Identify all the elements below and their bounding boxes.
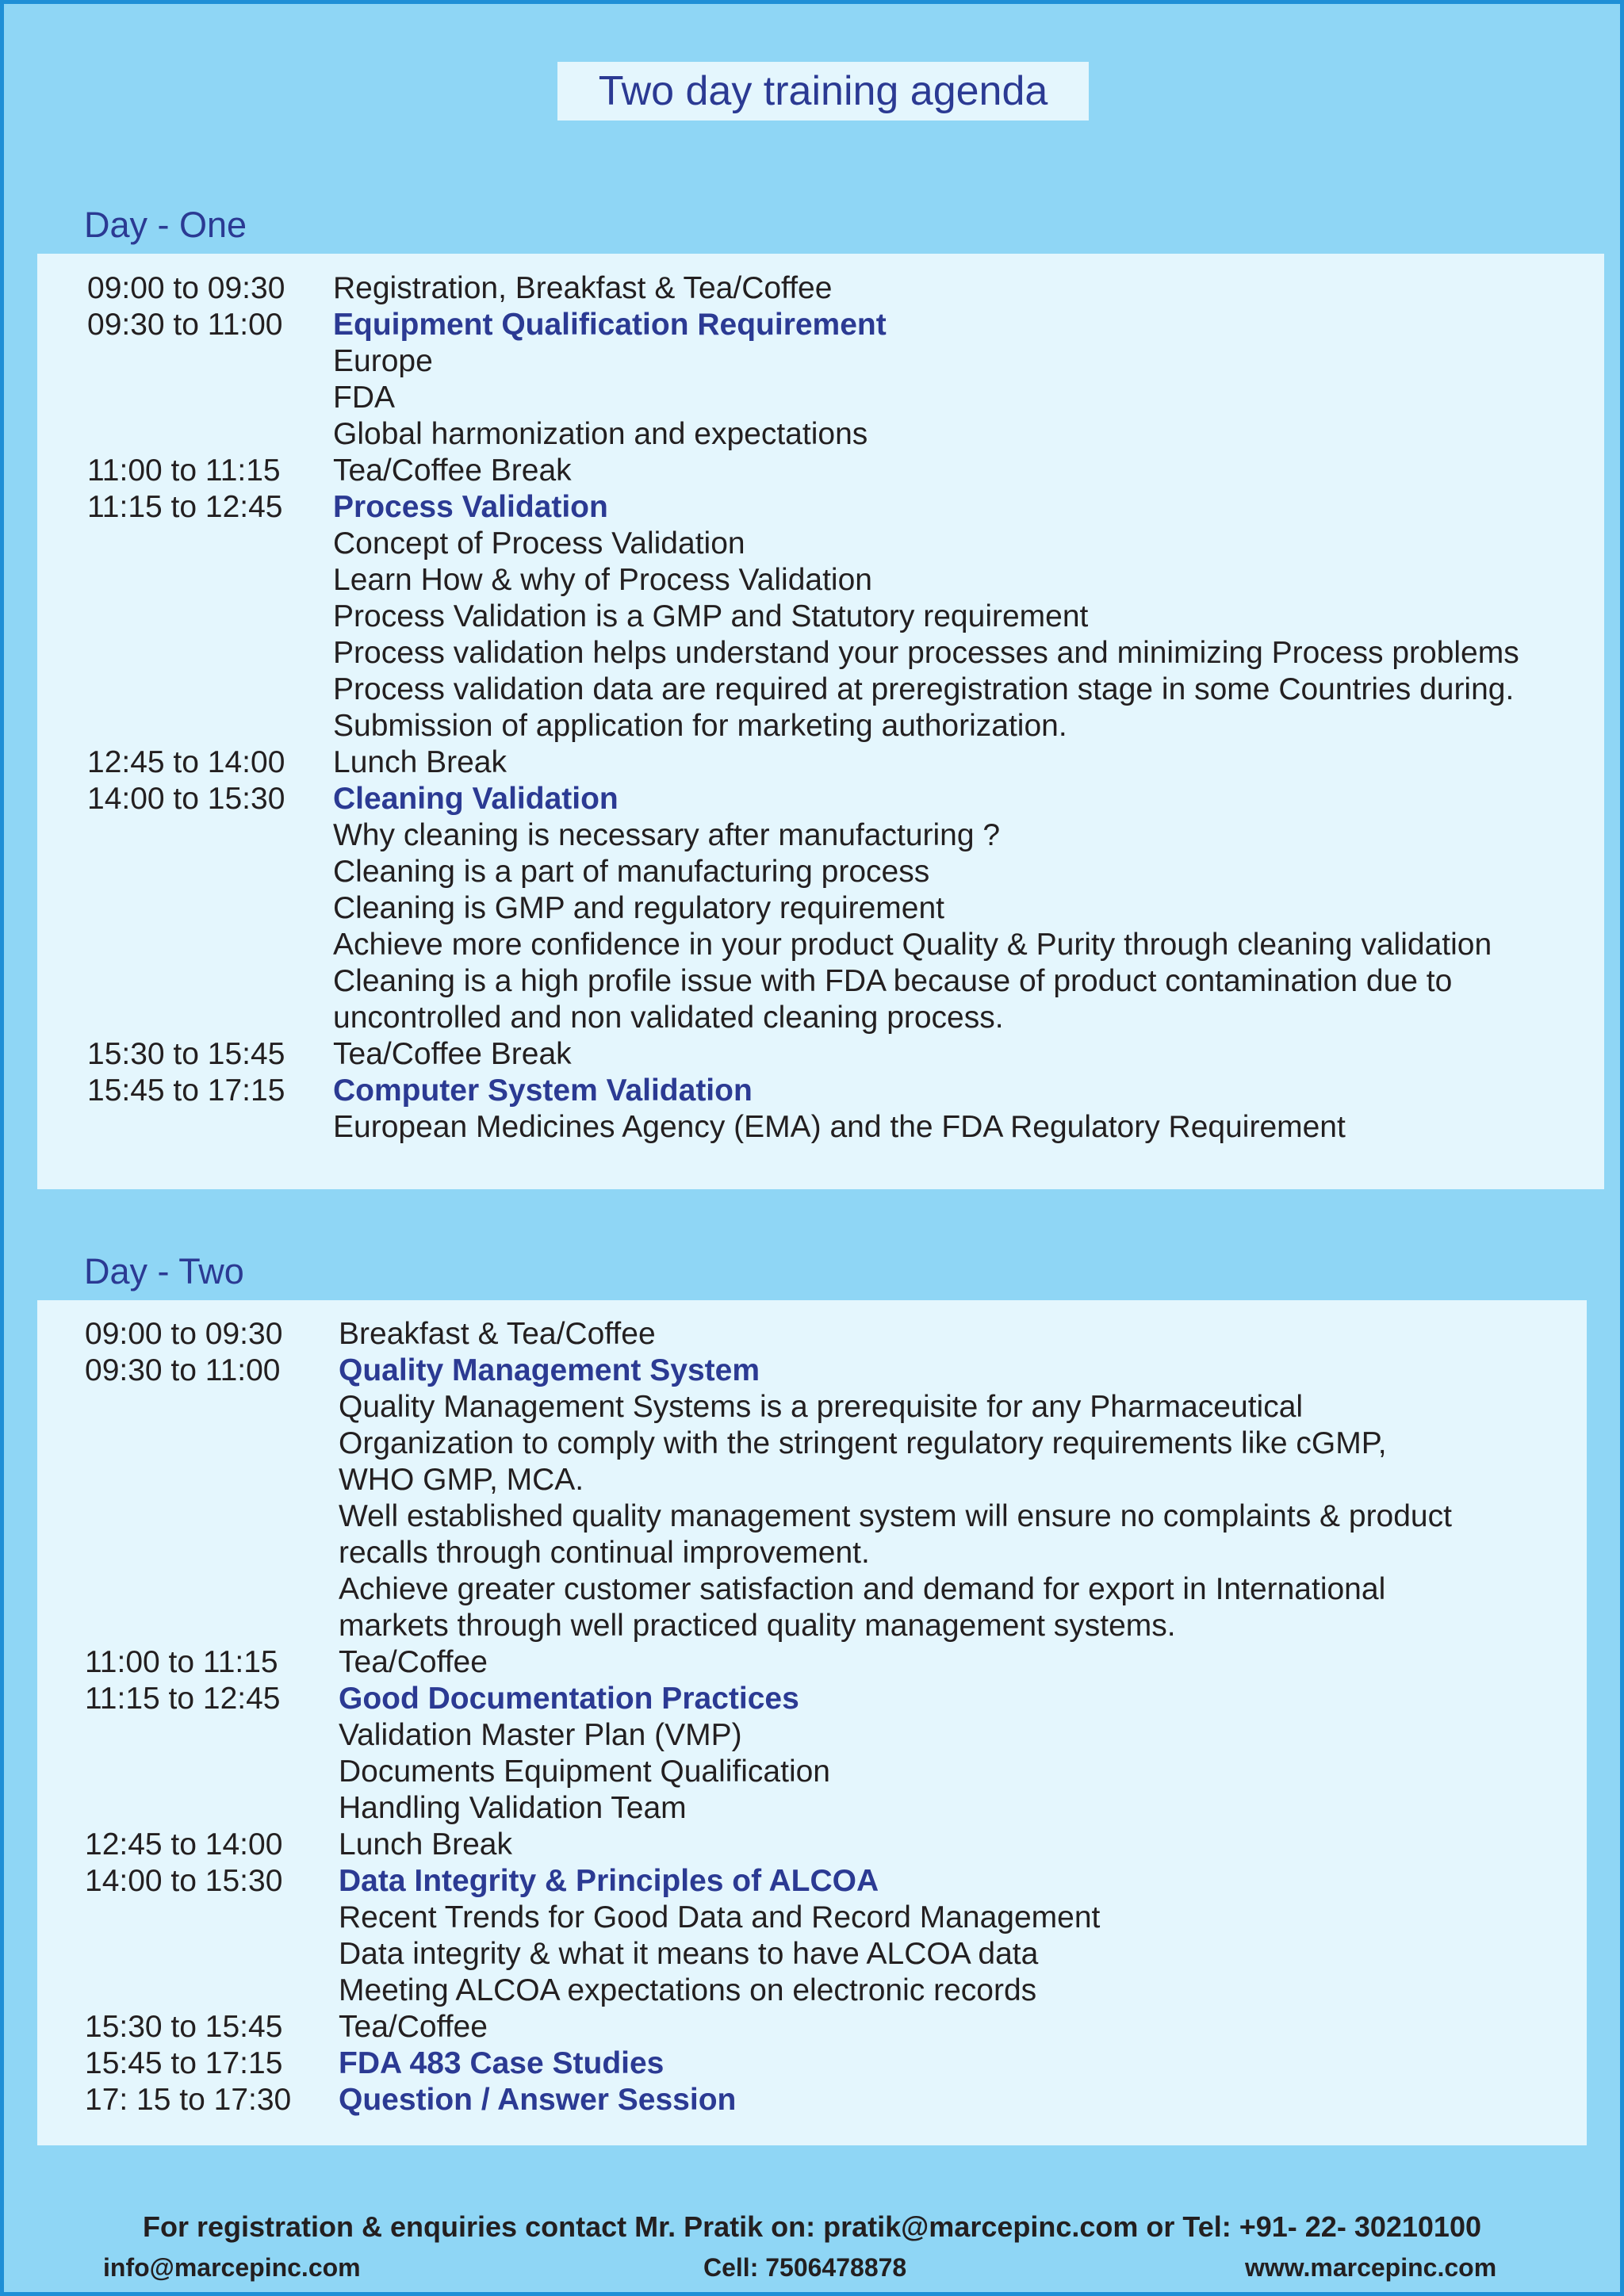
session-time: 12:45 to 14:00 [85, 1827, 283, 1862]
day2-agenda-row [37, 1863, 1587, 1900]
session-time: 11:15 to 12:45 [87, 490, 283, 524]
day1-agenda-row [37, 343, 1604, 380]
session-detail: Meeting ALCOA expectations on electronic records [339, 1973, 1037, 2007]
day1-agenda-row [37, 744, 1604, 781]
session-detail: Breakfast & Tea/Coffee [339, 1317, 656, 1351]
session-detail: Achieve greater customer satisfaction and demand for export in International [339, 1572, 1386, 1606]
day2-agenda-row [37, 1535, 1587, 1571]
session-title: Cleaning Validation [333, 782, 619, 816]
session-title: Good Documentation Practices [339, 1682, 799, 1716]
session-time: 09:00 to 09:30 [85, 1317, 283, 1351]
session-detail: Lunch Break [333, 745, 507, 779]
session-detail: Cleaning is a part of manufacturing process [333, 855, 930, 889]
session-detail: FDA [333, 381, 395, 415]
session-detail: Why cleaning is necessary after manufacturing ? [333, 818, 1001, 852]
session-detail: Validation Master Plan (VMP) [339, 1718, 742, 1752]
day2-agenda-row [37, 1389, 1587, 1425]
session-time: 15:45 to 17:15 [87, 1073, 285, 1108]
day2-agenda-row [37, 1681, 1587, 1717]
session-time: 12:45 to 14:00 [87, 745, 285, 779]
day-one-panel [37, 254, 1604, 1189]
session-title: Process Validation [333, 490, 608, 524]
day1-agenda-row [37, 708, 1604, 744]
day2-agenda-row [37, 1498, 1587, 1535]
session-detail: Global harmonization and expectations [333, 417, 868, 451]
session-detail: Organization to comply with the stringent regulatory requirements like cGMP, [339, 1426, 1387, 1460]
session-detail: Europe [333, 344, 433, 378]
day1-agenda-row [37, 854, 1604, 890]
session-detail: Recent Trends for Good Data and Record Management [339, 1900, 1101, 1934]
session-detail: Tea/Coffee Break [333, 453, 572, 488]
day1-agenda-row [37, 1073, 1604, 1109]
session-time: 15:45 to 17:15 [85, 2046, 283, 2080]
session-detail: Achieve more confidence in your product Quality & Purity through cleaning validation [333, 928, 1492, 962]
session-time: 11:00 to 11:15 [85, 1645, 278, 1679]
day2-agenda-row [37, 1462, 1587, 1498]
agenda-title [557, 62, 1089, 121]
session-title: FDA 483 Case Studies [339, 2046, 665, 2080]
day1-agenda-row [37, 635, 1604, 672]
session-time: 09:30 to 11:00 [87, 308, 283, 342]
day2-agenda-row [37, 1353, 1587, 1389]
day2-agenda-row [37, 1717, 1587, 1754]
day2-agenda-row [37, 1827, 1587, 1863]
session-detail: Cleaning is a high profile issue with FDA because of product contamination due to [333, 964, 1453, 998]
session-time: 15:30 to 15:45 [87, 1037, 285, 1071]
day2-agenda-row [37, 1973, 1587, 2009]
session-title: Data Integrity & Principles of ALCOA [339, 1864, 879, 1898]
session-time: 09:30 to 11:00 [85, 1353, 281, 1387]
day1-agenda-row [37, 963, 1604, 1000]
session-detail: Learn How & why of Process Validation [333, 563, 872, 597]
session-detail: markets through well practiced quality management systems. [339, 1609, 1176, 1643]
session-detail: Process Validation is a GMP and Statutory requirement [333, 599, 1089, 633]
footer-email[interactable]: info@marcepinc.com [103, 2253, 361, 2282]
day2-agenda-row [37, 1936, 1587, 1973]
session-detail: Tea/Coffee [339, 2010, 488, 2044]
day1-agenda-row [37, 307, 1604, 343]
session-detail: Process validation helps understand your processes and minimizing Process problems [333, 636, 1519, 670]
session-detail: Submission of application for marketing authorization. [333, 709, 1067, 743]
day1-agenda-row [37, 927, 1604, 963]
session-time: 17: 15 to 17:30 [85, 2083, 292, 2117]
session-time: 11:00 to 11:15 [87, 453, 281, 488]
day2-agenda-row [37, 1644, 1587, 1681]
session-detail: Quality Management Systems is a prerequisite for any Pharmaceutical [339, 1390, 1304, 1424]
footer-cell: Cell: 7506478878 [703, 2253, 907, 2282]
day1-agenda-row [37, 817, 1604, 854]
session-time: 14:00 to 15:30 [85, 1864, 283, 1898]
session-detail: Data integrity & what it means to have ALCOA data [339, 1937, 1039, 1971]
day-two-panel [37, 1300, 1587, 2145]
session-detail: Process validation data are required at preregistration stage in some Countries during. [333, 672, 1515, 706]
day2-agenda-row [37, 1571, 1587, 1608]
session-detail: Tea/Coffee Break [333, 1037, 572, 1071]
footer-website[interactable]: www.marcepinc.com [1245, 2253, 1497, 2282]
session-detail: Well established quality management system will ensure no complaints & product [339, 1499, 1452, 1533]
session-detail: European Medicines Agency (EMA) and the FDA Regulatory Requirement [333, 1110, 1346, 1144]
day1-agenda-row [37, 562, 1604, 599]
day1-agenda-row [37, 890, 1604, 927]
day1-agenda-row [37, 453, 1604, 489]
session-detail: Cleaning is GMP and regulatory requirement [333, 891, 945, 925]
session-title: Equipment Qualification Requirement [333, 308, 887, 342]
session-time: 09:00 to 09:30 [87, 271, 285, 305]
day2-agenda-row [37, 2045, 1587, 2082]
day2-agenda-row [37, 2082, 1587, 2118]
day1-agenda-row [37, 781, 1604, 817]
day1-agenda-row [37, 599, 1604, 635]
session-detail: Tea/Coffee [339, 1645, 488, 1679]
session-time: 15:30 to 15:45 [85, 2010, 283, 2044]
day1-agenda-row [37, 489, 1604, 526]
day2-agenda-row [37, 1900, 1587, 1936]
day1-agenda-row [37, 380, 1604, 416]
session-title: Question / Answer Session [339, 2083, 737, 2117]
day1-agenda-row [37, 1000, 1604, 1036]
session-title: Computer System Validation [333, 1073, 753, 1108]
day-two-heading: Day - Two [84, 1251, 244, 1292]
day2-agenda-row [37, 1316, 1587, 1353]
day2-agenda-row [37, 1425, 1587, 1462]
day-one-heading: Day - One [84, 205, 247, 245]
session-detail: Concept of Process Validation [333, 526, 745, 561]
day1-agenda-row [37, 1036, 1604, 1073]
agenda-title-text: Two day training agenda [598, 68, 1048, 114]
session-detail: Documents Equipment Qualification [339, 1755, 830, 1789]
session-detail: Registration, Breakfast & Tea/Coffee [333, 271, 833, 305]
session-time: 14:00 to 15:30 [87, 782, 285, 816]
day1-agenda-row [37, 416, 1604, 453]
day2-agenda-row [37, 1790, 1587, 1827]
day1-agenda-row [37, 270, 1604, 307]
day1-agenda-row [37, 672, 1604, 708]
session-title: Quality Management System [339, 1353, 760, 1387]
session-time: 11:15 to 12:45 [85, 1682, 281, 1716]
day1-agenda-row [37, 1109, 1604, 1146]
session-detail: WHO GMP, MCA. [339, 1463, 584, 1497]
session-detail: uncontrolled and non validated cleaning process. [333, 1001, 1004, 1035]
day1-agenda-row [37, 526, 1604, 562]
day2-agenda-row [37, 1754, 1587, 1790]
day2-agenda-row [37, 2009, 1587, 2045]
day2-agenda-row [37, 1608, 1587, 1644]
session-detail: Handling Validation Team [339, 1791, 687, 1825]
session-detail: recalls through continual improvement. [339, 1536, 870, 1570]
registration-contact: For registration & enquiries contact Mr. Pratik on: pratik@marcepinc.com or Tel: +91- 22- 30210100 [143, 2210, 1481, 2243]
session-detail: Lunch Break [339, 1827, 512, 1862]
